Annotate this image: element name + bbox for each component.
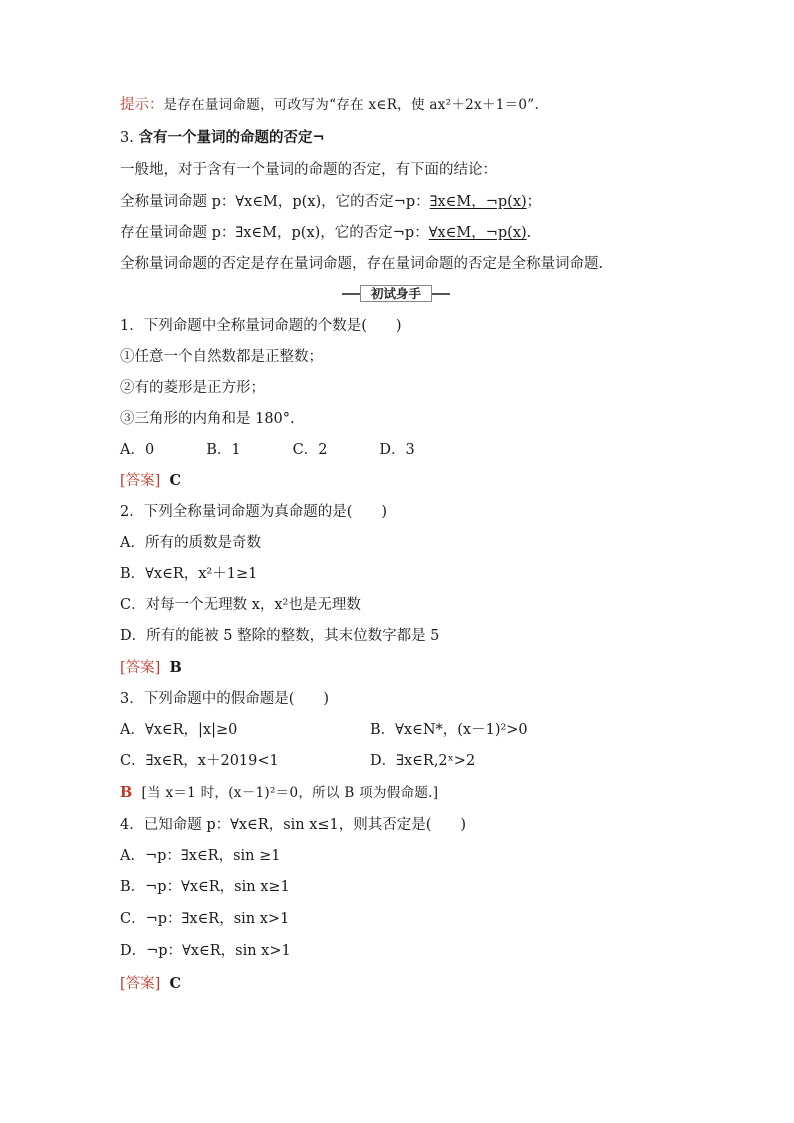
q1-option-a: A．0 xyxy=(120,442,155,458)
q1-option-c: C．2 xyxy=(292,442,328,458)
hint-label: 提示： xyxy=(120,97,164,113)
rule2-prefix: 存在量词命题 p：∃x∈M，p(x)，它的否定¬p： xyxy=(120,225,429,241)
q1-option-d: D．3 xyxy=(379,442,415,458)
q3-option-d: D．∃x∈R,2ˣ>2 xyxy=(370,753,476,769)
q1-statement-3: ③三角形的内角和是 180°. xyxy=(120,411,295,427)
section3-conclusion: 全称量词命题的否定是存在量词命题，存在量词命题的否定是全称量词命题. xyxy=(120,256,604,272)
q4-answer: C xyxy=(169,975,182,992)
rule1-answer: ∃x∈M，¬p(x) xyxy=(429,194,527,210)
q1-answer-label: [答案] xyxy=(120,473,161,489)
q1-option-b: B．1 xyxy=(206,442,241,458)
rule2 xyxy=(120,223,531,243)
q1-options xyxy=(120,440,415,460)
q3-option-a: A．∀x∈R，|x|≥0 xyxy=(120,722,238,738)
q1-stem: 1．下列命题中全称量词命题的个数是( ) xyxy=(120,318,402,334)
q2-answer-label: [答案] xyxy=(120,660,161,676)
section3-intro: 一般地，对于含有一个量词的命题的否定，有下面的结论： xyxy=(120,162,497,178)
q3-option-b: B．∀x∈N*，(x－1)²>0 xyxy=(370,722,528,738)
q4-option-c: C．¬p：∃x∈R，sin x>1 xyxy=(120,911,290,927)
rule1 xyxy=(120,192,541,212)
q2-answer: B xyxy=(169,659,182,676)
rule1-prefix: 全称量词命题 p：∀x∈M，p(x)，它的否定¬p： xyxy=(120,194,430,210)
q1-answer-line xyxy=(120,471,181,491)
section3-heading xyxy=(120,128,325,148)
q3-row-2 xyxy=(120,751,279,771)
q1-statement-2: ②有的菱形是正方形； xyxy=(120,380,265,396)
rule2-answer: ∀x∈M，¬p(x) xyxy=(428,225,527,241)
q3-row-1 xyxy=(120,720,237,740)
q3-option-c: C．∃x∈R，x＋2019<1 xyxy=(120,753,279,769)
q4-stem: 4．已知命题 p：∀x∈R，sin x≤1，则其否定是( ) xyxy=(120,817,467,833)
q4-option-a: A．¬p：∃x∈R，sin ≥1 xyxy=(120,848,281,864)
section-banner xyxy=(342,284,450,304)
q2-option-c: C．对每一个无理数 x，x²也是无理数 xyxy=(120,597,361,613)
q4-option-d: D．¬p：∀x∈R，sin x>1 xyxy=(120,943,291,959)
q4-answer-label: [答案] xyxy=(120,976,161,992)
q1-answer: C xyxy=(169,472,182,489)
hint-text: 是存在量词命题，可改写为“存在 x∈R，使 ax²＋2x＋1＝0”. xyxy=(163,97,540,113)
hint-line xyxy=(120,95,539,115)
q2-option-b: B．∀x∈R，x²＋1≥1 xyxy=(120,566,258,582)
rule1-suffix: ； xyxy=(526,194,542,210)
q3-answer: B xyxy=(120,784,133,801)
section3-title: 含有一个量词的命题的否定¬ xyxy=(138,129,325,146)
q1-statement-1: ①任意一个自然数都是正整数； xyxy=(120,349,323,365)
q4-option-b: B．¬p：∀x∈R，sin x≥1 xyxy=(120,879,290,895)
section3-number: 3. xyxy=(120,130,134,146)
rule2-suffix: . xyxy=(526,225,532,241)
q2-option-d: D．所有的能被 5 整除的整数，其末位数字都是 5 xyxy=(120,628,440,644)
q2-answer-line xyxy=(120,658,182,678)
banner-label: 初试身手 xyxy=(360,285,432,302)
q3-answer-line xyxy=(120,783,438,803)
q3-stem: 3．下列命题中的假命题是( ) xyxy=(120,691,330,707)
q3-explanation: [当 x＝1 时，(x－1)²＝0，所以 B 项为假命题.] xyxy=(141,785,439,801)
q4-answer-line xyxy=(120,974,181,994)
q2-stem: 2．下列全称量词命题为真命题的是( ) xyxy=(120,504,388,520)
q2-option-a: A．所有的质数是奇数 xyxy=(120,535,261,551)
